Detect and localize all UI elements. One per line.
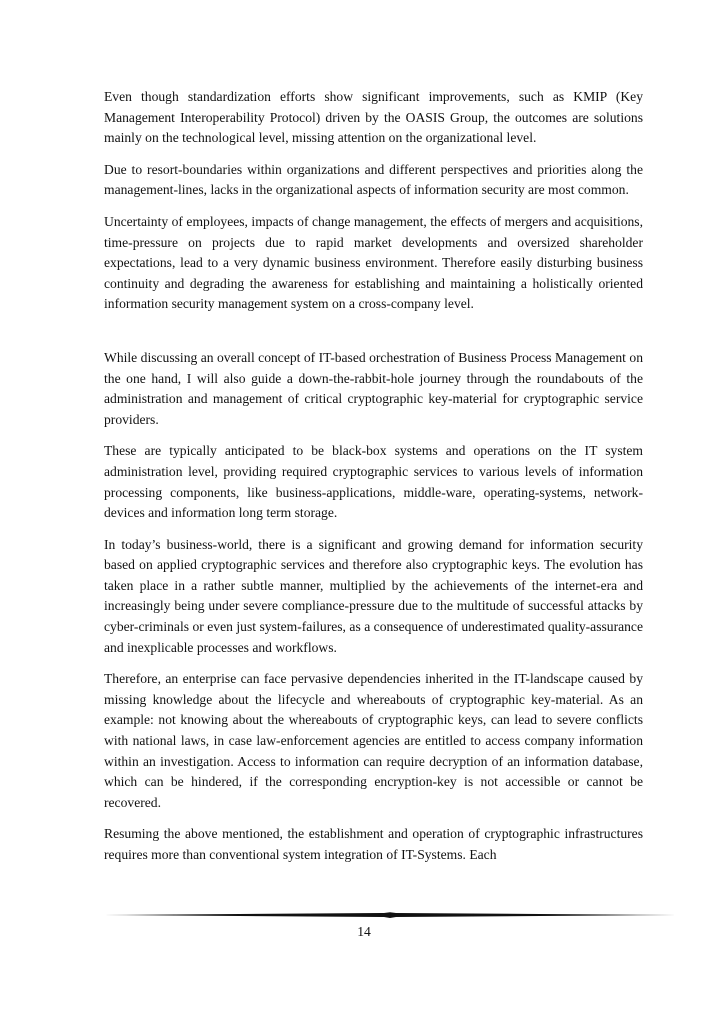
paragraph-uncertainty-of-employees: Uncertainty of employees, impacts of change management, the effects of mergers and acquisitions, time-pressure on projects due to rapid market developments and oversized shareholder expectations, lead to a very dynamic business environment. Therefore easily disturbing business continuity and degrading the awareness for establishing and maintaining a holistically oriented information security management system on a cross-company level. <box>104 213 643 312</box>
footer-divider <box>104 911 676 919</box>
page-number: 14 <box>357 924 371 939</box>
paragraph-resort-boundaries: Due to resort-boundaries within organizations and different perspectives and priorities along the management-lines, lacks in the organizational aspects of information security are most common. <box>104 161 643 198</box>
paragraph-kmip-standardization: Even though standardization efforts show significant improvements, such as KMIP (Key Management Interoperability Protocol) driven by the OASIS Group, the outcomes are solutions mainly on the technological level, missing attention on the organizational level. <box>104 89 643 146</box>
paragraph-pervasive-dependencies: Therefore, an enterprise can face pervasive dependencies inherited in the IT-landscape caused by missing knowledge about the lifecycle and whereabouts of cryptographic key-material. As an example: not knowing about the whereabouts of cryptographic keys, can lead to severe conflicts with national laws, in case law-enforcement agencies are entitled to access company information within an investigation. Access to information can require decryption of an information database, which can be hindered, if the corresponding encryption-key is not accessible or cannot be recovered. <box>104 671 643 810</box>
paragraph-bpm-orchestration: While discussing an overall concept of IT-based orchestration of Business Process Management on the one hand, I will also guide a down-the-rabbit-hole journey through the roundabouts of the administration and management of critical cryptographic key-material for cryptographic service providers. <box>104 349 643 427</box>
page-body <box>104 87 643 877</box>
paragraph-black-box-systems: These are typically anticipated to be black-box systems and operations on the IT system administration level, providing required cryptographic services to various levels of information processing components, like business-applications, middle-ware, operating-systems, network-devices and information long term storage. <box>104 443 643 521</box>
paragraph-growing-demand: In today’s business-world, there is a significant and growing demand for information security based on applied cryptographic services and therefore also cryptographic keys. The evolution has taken place in a rather subtle manner, multiplied by the achievements of the internet-era and increasingly being under severe compliance-pressure due to the multitude of successful attacks by cyber-criminals or even just system-failures, as a consequence of underestimated quality-assurance and inexplicable processes and workflows. <box>104 536 643 655</box>
paragraph-resuming: Resuming the above mentioned, the establishment and operation of cryptographic infrastructures requires more than conventional system integration of IT-Systems. Each <box>104 826 643 862</box>
